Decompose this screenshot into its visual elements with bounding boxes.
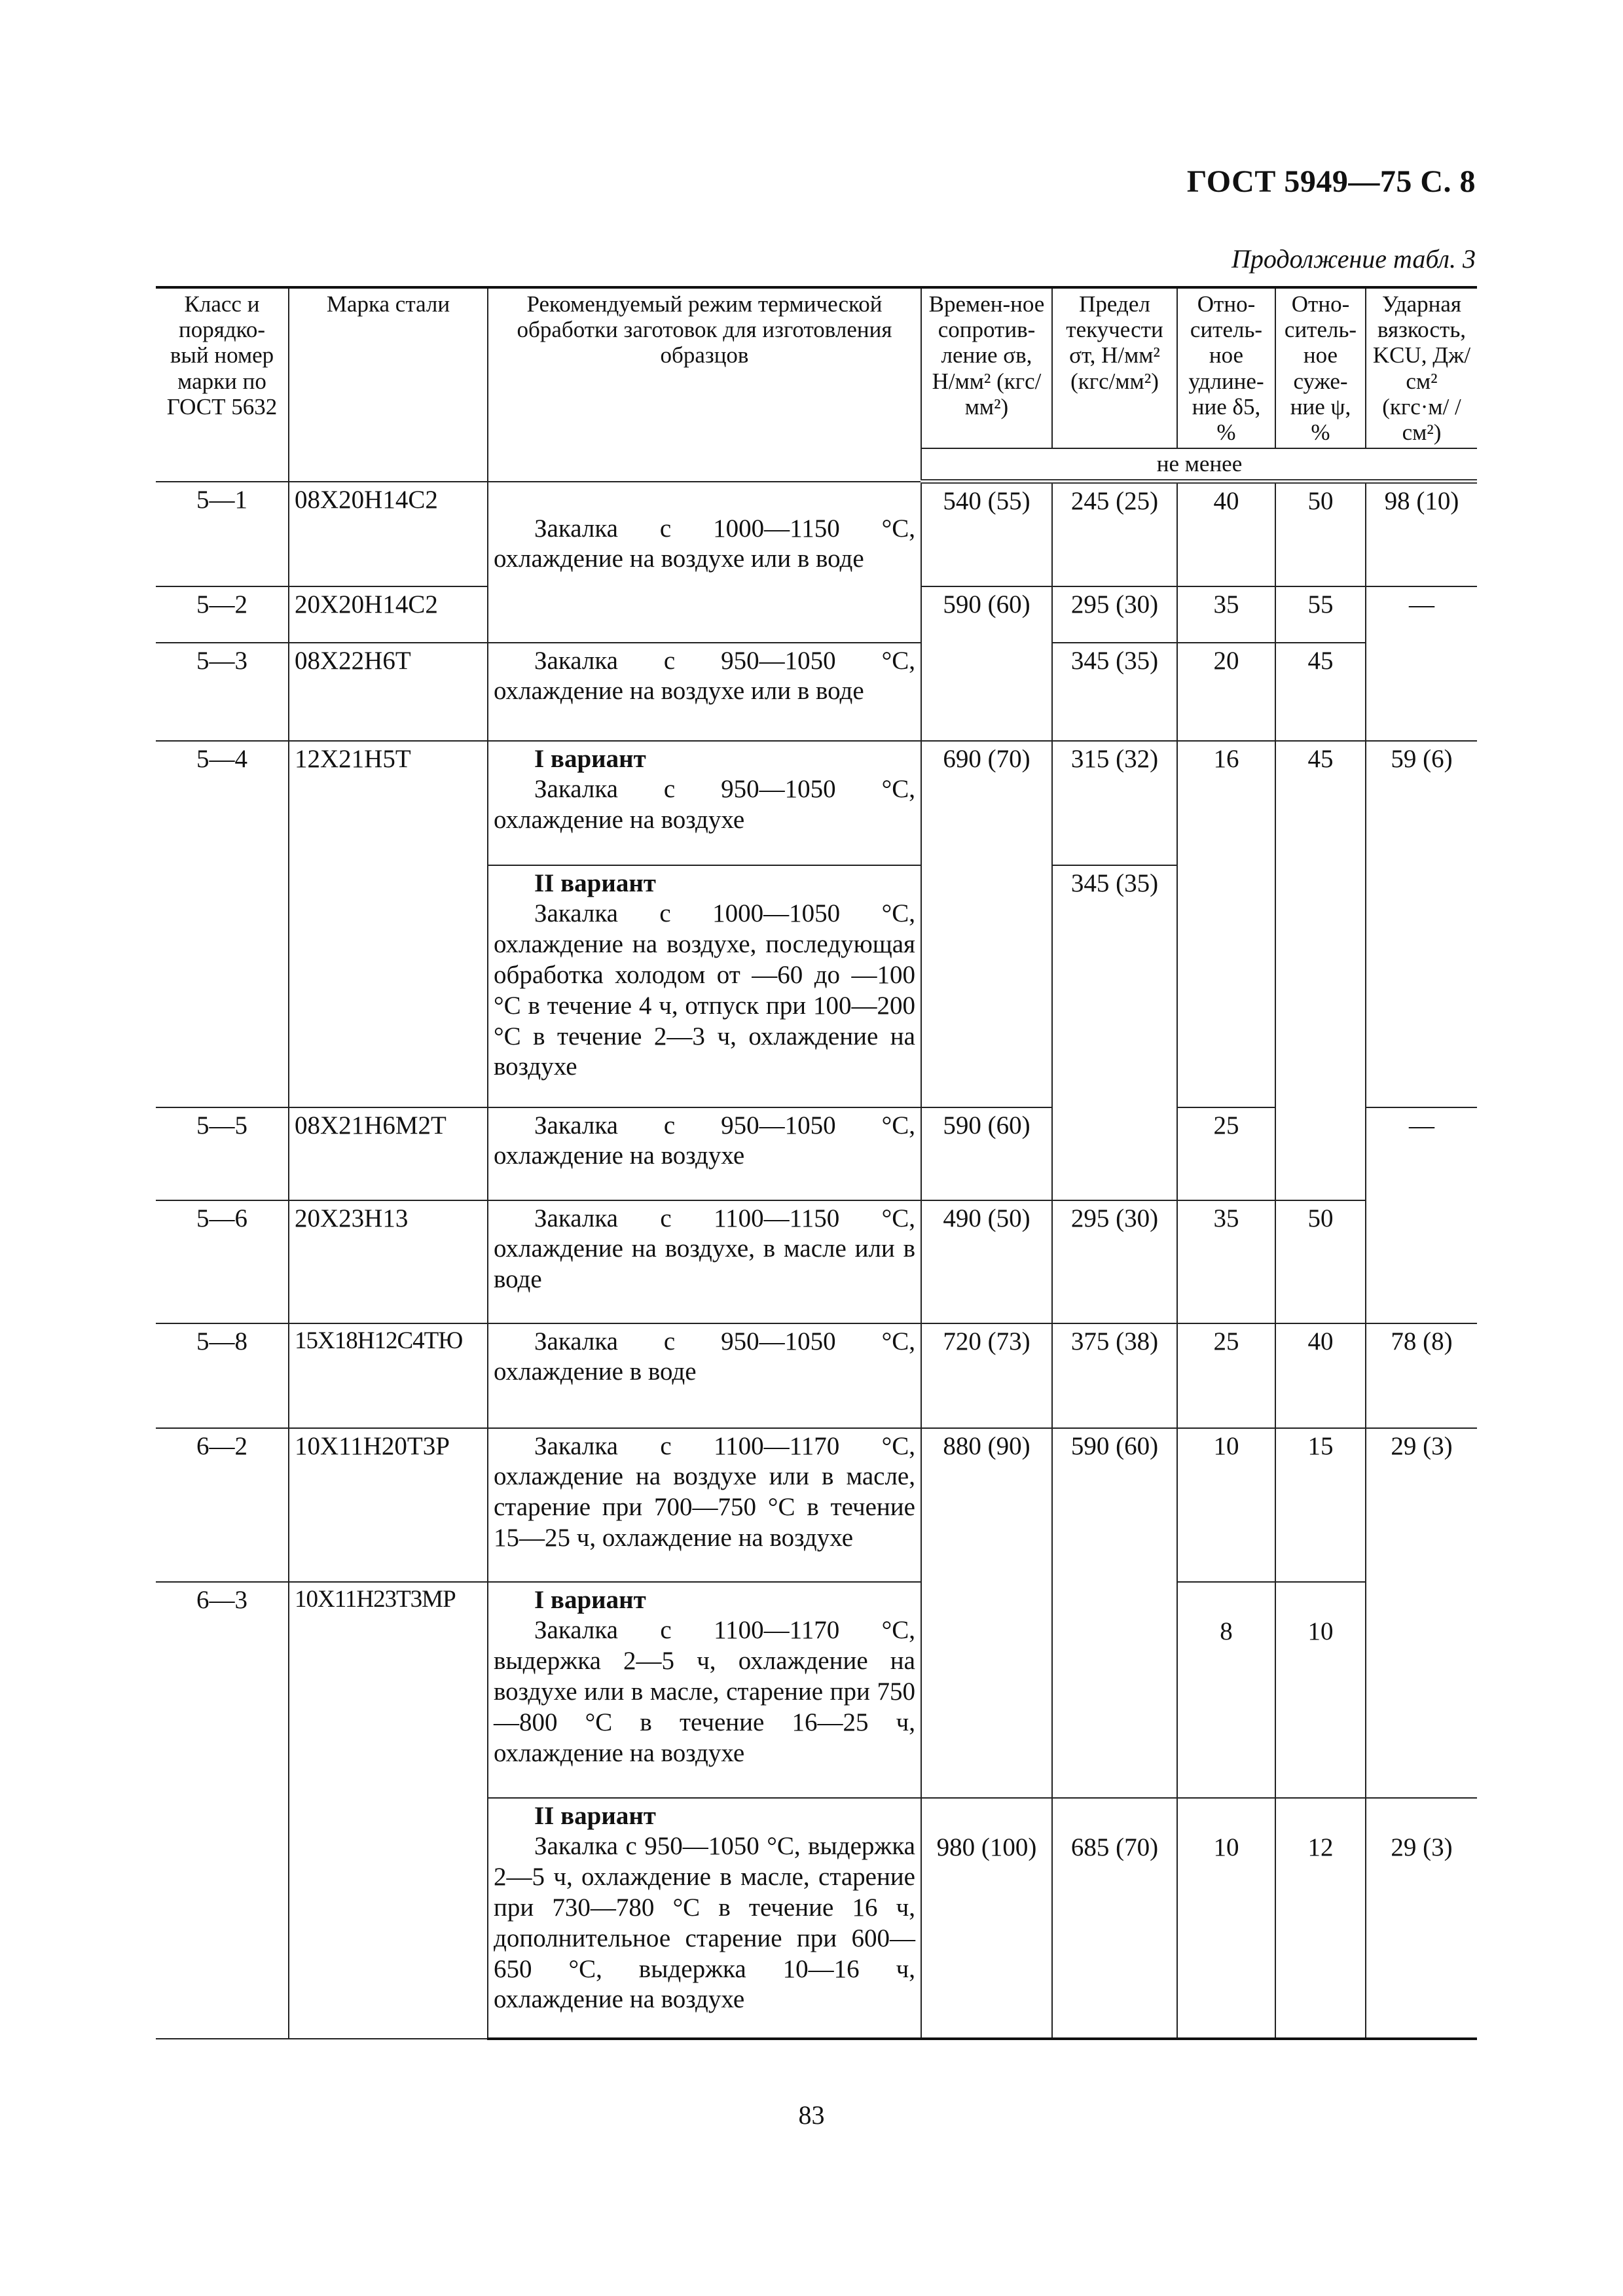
regime-text: Закалка с 1100—1170 °С, охлаждение на воздухе или в масле, старение при 700—750 °С в течение 15—25 ч, охлаждение на воздухе [494, 1431, 915, 1552]
regime-text: Закалка с 1100—1150 °С, охлаждение на воздухе, в масле или в воде [494, 1204, 915, 1294]
page-number: 83 [798, 2100, 825, 2130]
grade-cell: 08Х21Н6М2Т [289, 1107, 488, 1200]
regime-text: Закалка с 950—1050 °С, охлаждение на воздухе [494, 775, 915, 834]
elongation-cell: 40 [1177, 482, 1275, 586]
regime-text: Закалка с 1000—1150 °С, охлаждение на воздухе или в воде [494, 514, 915, 573]
class-cell: 5—2 [156, 586, 289, 643]
column-header-regime: Рекомендуемый режим термической обработки заготовок для изготовления образцов [488, 287, 921, 482]
yield-cell: 375 (38) [1052, 1323, 1177, 1428]
regime-cell [488, 741, 921, 865]
reduction-cell: 50 [1275, 1200, 1366, 1323]
regime-text: Закалка с 950—1050 °С, охлаждение на воздухе или в воде [494, 646, 915, 706]
regime-cell [488, 865, 921, 1107]
reduction-cell: 40 [1275, 1323, 1366, 1428]
tensile-cell: 490 (50) [921, 1200, 1052, 1323]
column-header-reduction: Отно-ситель-ное суже-ние ψ, % [1275, 287, 1366, 448]
column-header-elongation: Отно-ситель-ное удлине-ние δ5, % [1177, 287, 1275, 448]
class-cell: 5—8 [156, 1323, 289, 1428]
yield-cell: 590 (60) [1052, 1428, 1177, 1798]
grade-cell: 08Х20Н14С2 [289, 482, 488, 586]
tensile-cell: 720 (73) [921, 1323, 1052, 1428]
impact-cell: — [1366, 586, 1477, 741]
table-row [156, 1582, 1477, 1798]
elongation-cell: 25 [1177, 1107, 1275, 1200]
elongation-cell: 8 [1177, 1582, 1275, 1798]
reduction-cell: 15 [1275, 1428, 1366, 1582]
elongation-cell: 10 [1177, 1428, 1275, 1582]
elongation-cell: 35 [1177, 586, 1275, 643]
yield-cell: 245 (25) [1052, 482, 1177, 586]
impact-cell: 59 (6) [1366, 741, 1477, 1107]
variant-title: I вариант [534, 1585, 646, 1614]
class-cell: 5—4 [156, 741, 289, 1107]
elongation-cell: 10 [1177, 1798, 1275, 2039]
impact-cell: — [1366, 1107, 1477, 1323]
elongation-cell: 16 [1177, 741, 1275, 1107]
column-header-class: Класс и порядко-вый номер марки по ГОСТ 5632 [156, 287, 289, 482]
grade-cell: 15Х18Н12С4ТЮ [289, 1323, 488, 1428]
grade-cell: 10Х11Н20Т3Р [289, 1428, 488, 1582]
regime-cell [488, 1428, 921, 1582]
regime-text: Закалка с 1000—1050 °С, охлаждение на воздухе, последующая обработка холодом от —60 до —100 °С в течение 4 ч, отпуск при 100—200 °С в течение 2—3 ч, охлаждение на воздухе [494, 899, 915, 1081]
table-row [156, 1428, 1477, 1582]
regime-cell [488, 1582, 921, 1798]
reduction-cell: 45 [1275, 643, 1366, 741]
reduction-cell: 55 [1275, 586, 1366, 643]
table-row [156, 643, 1477, 741]
table-row [156, 1323, 1477, 1428]
tensile-cell: 980 (100) [921, 1798, 1052, 2039]
regime-text: Закалка с 1100—1170 °С, выдержка 2—5 ч, охлаждение на воздухе или в масле, старение при 750—800 °С в течение 16—25 ч, охлаждение на воздухе [494, 1616, 915, 1767]
elongation-cell: 25 [1177, 1323, 1275, 1428]
grade-cell: 12Х21Н5Т [289, 741, 488, 1107]
grade-cell: 20Х23Н13 [289, 1200, 488, 1323]
column-header-grade: Марка стали [289, 287, 488, 482]
class-cell: 6—2 [156, 1428, 289, 1582]
impact-cell: 98 (10) [1366, 482, 1477, 586]
regime-cell [488, 643, 921, 741]
table-row [156, 1200, 1477, 1323]
grade-cell: 10Х11Н23Т3МР [289, 1582, 488, 2039]
class-cell: 5—3 [156, 643, 289, 741]
impact-cell: 78 (8) [1366, 1323, 1477, 1428]
reduction-cell: 10 [1275, 1582, 1366, 1798]
regime-cell [488, 1107, 921, 1200]
grade-cell: 20Х20Н14С2 [289, 586, 488, 643]
class-cell: 5—1 [156, 482, 289, 586]
regime-cell [488, 1798, 921, 2039]
regime-cell [488, 482, 921, 643]
impact-cell: 29 (3) [1366, 1798, 1477, 2039]
regime-text: Закалка с 950—1050 °С, охлаждение в воде [494, 1327, 915, 1386]
elongation-cell: 35 [1177, 1200, 1275, 1323]
table-row [156, 741, 1477, 865]
grade-cell: 08Х22Н6Т [289, 643, 488, 741]
class-cell: 5—6 [156, 1200, 289, 1323]
reduction-cell: 45 [1275, 741, 1366, 1200]
column-header-tensile: Времен-ное сопротив-ление σв, Н/мм² (кгс/мм²) [921, 287, 1052, 448]
reduction-cell: 50 [1275, 482, 1366, 586]
variant-title: I вариант [534, 744, 646, 773]
reduction-cell: 12 [1275, 1798, 1366, 2039]
class-cell: 5—5 [156, 1107, 289, 1200]
tensile-cell: 690 (70) [921, 741, 1052, 1107]
tensile-cell: 880 (90) [921, 1428, 1052, 1798]
table-continuation-label: Продолжение табл. 3 [1231, 244, 1476, 274]
not-less-label: не менее [921, 448, 1477, 482]
elongation-cell: 20 [1177, 643, 1275, 741]
tensile-cell: 590 (60) [921, 586, 1052, 741]
tensile-cell: 590 (60) [921, 1107, 1052, 1200]
header-row [156, 287, 1477, 448]
yield-cell: 295 (30) [1052, 586, 1177, 643]
table-row [156, 482, 1477, 586]
regime-cell [488, 1200, 921, 1323]
document-title: ГОСТ 5949—75 С. 8 [1186, 164, 1476, 199]
tensile-cell: 540 (55) [921, 482, 1052, 586]
yield-cell: 345 (35) [1052, 865, 1177, 1200]
class-cell: 6—3 [156, 1582, 289, 2039]
regime-text: Закалка с 950—1050 °С, выдержка 2—5 ч, охлаждение в масле, старение при 730—780 °С в течение 16 ч, дополнительное старение при 600—650 °С, выдержка 10—16 ч, охлаждение на воздухе [494, 1832, 915, 2014]
regime-text: Закалка с 950—1050 °С, охлаждение на воздухе [494, 1111, 915, 1170]
regime-cell [488, 1323, 921, 1428]
yield-cell: 345 (35) [1052, 643, 1177, 741]
steel-properties-table [156, 286, 1477, 2040]
variant-title: II вариант [534, 869, 656, 897]
variant-title: II вариант [534, 1801, 656, 1830]
column-header-impact: Ударная вязкость, KCU, Дж/см² (кгс·м/ /см²) [1366, 287, 1477, 448]
column-header-yield: Предел текучести σт, Н/мм² (кгс/мм²) [1052, 287, 1177, 448]
yield-cell: 315 (32) [1052, 741, 1177, 865]
yield-cell: 685 (70) [1052, 1798, 1177, 2039]
impact-cell: 29 (3) [1366, 1428, 1477, 1798]
yield-cell: 295 (30) [1052, 1200, 1177, 1323]
